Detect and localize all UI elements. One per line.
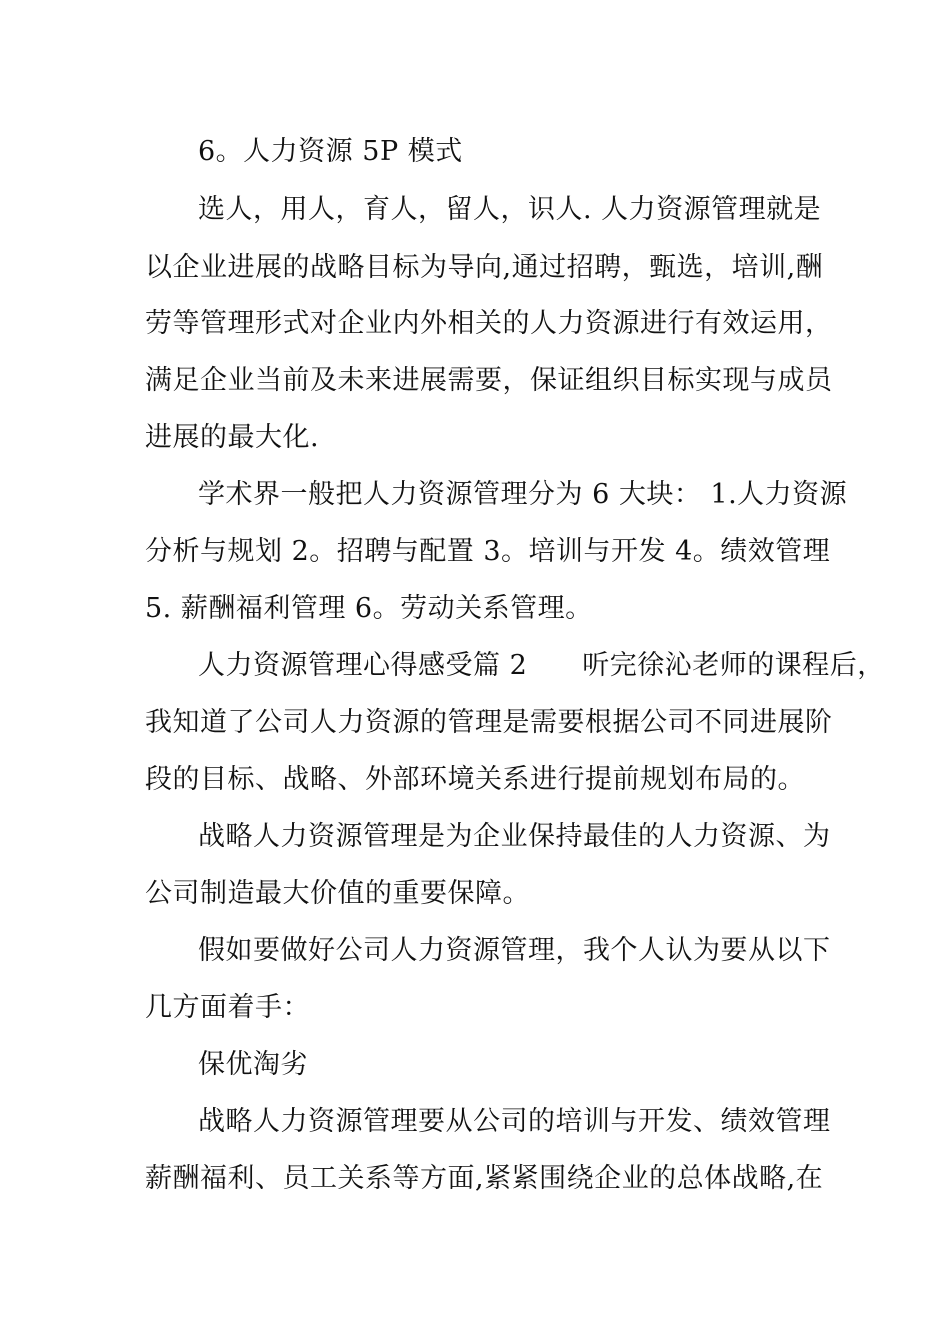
paragraph-line: 劳等管理形式对企业内外相关的人力资源进行有效运用， <box>145 308 833 339</box>
paragraph-line: 我知道了公司人力资源的管理是需要根据公司不同进展阶 <box>145 707 833 738</box>
paragraph-line: 段的目标、战略、外部环境关系进行提前规划布局的。 <box>145 764 805 795</box>
paragraph-line: 战略人力资源管理是为企业保持最佳的人力资源、为 <box>198 821 831 852</box>
paragraph-line: 薪酬福利、员工关系等方面,紧紧围绕企业的总体战略,在 <box>145 1163 824 1194</box>
paragraph-line: 以企业进展的战略目标为导向,通过招聘，甄选，培训,酬 <box>145 252 824 283</box>
paragraph-line: 战略人力资源管理要从公司的培训与开发、绩效管理 <box>198 1106 831 1137</box>
section-heading: 6。人力资源 5P 模式 <box>198 136 463 167</box>
subheading: 保优淘劣 <box>198 1049 308 1080</box>
paragraph-line: 进展的最大化. <box>145 422 320 453</box>
paragraph-line: 几方面着手： <box>145 992 310 1023</box>
paragraph-line: 满足企业当前及未来进展需要，保证组织目标实现与成员 <box>145 365 833 396</box>
paragraph-line: 分析与规划 2。招聘与配置 3。培训与开发 4。绩效管理 <box>145 536 831 567</box>
paragraph-line: 5. 薪酬福利管理 6。劳动关系管理。 <box>145 593 593 624</box>
paragraph-line: 学术界一般把人力资源管理分为 6 大块： 1.人力资源 <box>198 479 848 510</box>
paragraph-line: 选人，用人，育人，留人，识人. 人力资源管理就是 <box>198 194 822 225</box>
paragraph-line: 人力资源管理心得感受篇 2 听完徐沁老师的课程后， <box>198 650 885 681</box>
paragraph-line: 公司制造最大价值的重要保障。 <box>145 878 530 909</box>
paragraph-line: 假如要做好公司人力资源管理，我个人认为要从以下 <box>198 935 831 966</box>
